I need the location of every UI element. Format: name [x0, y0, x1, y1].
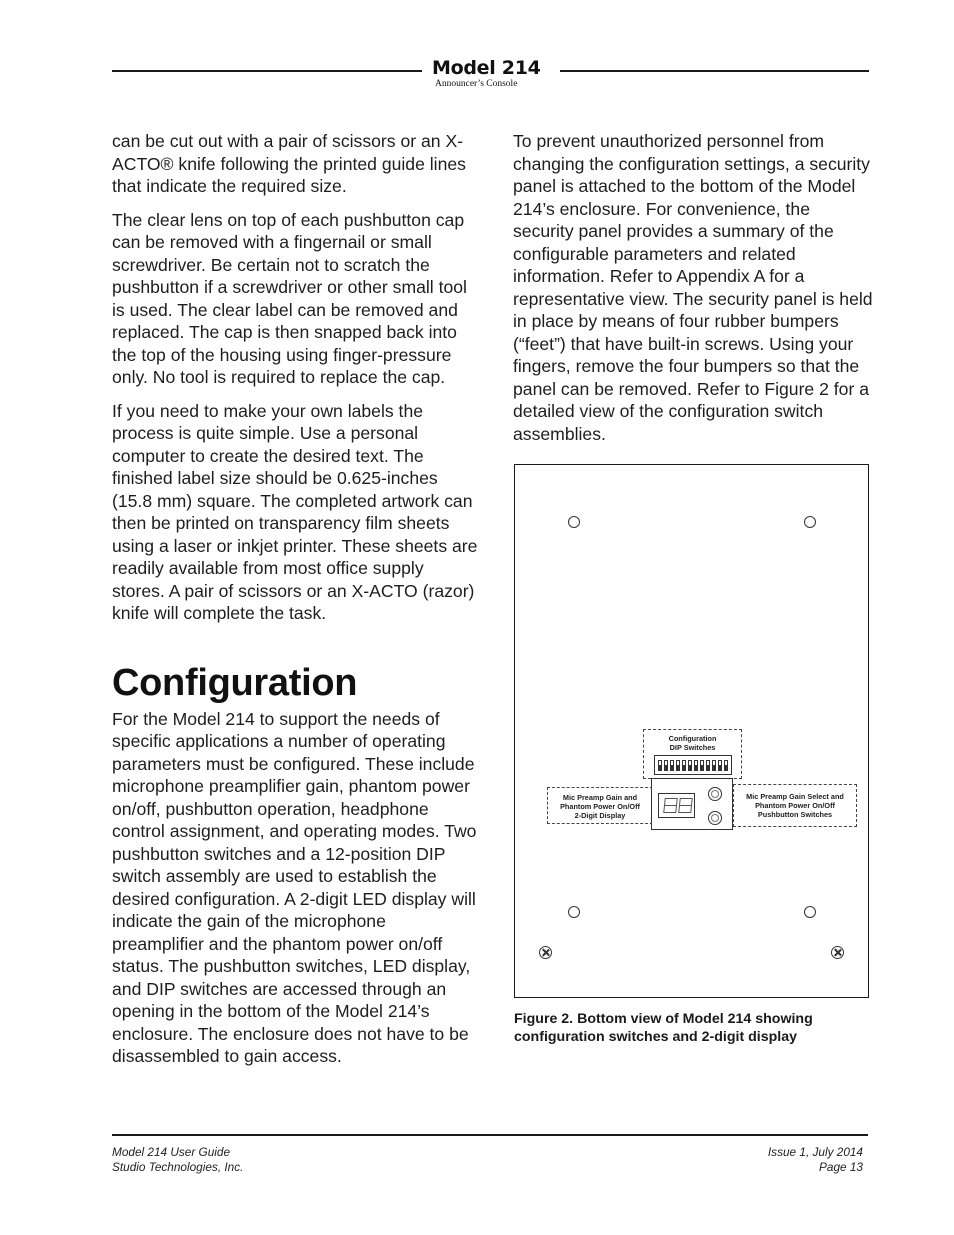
pushbutton-switch-upper-icon [708, 787, 722, 801]
left-column [112, 130, 480, 1079]
dip-switch [664, 760, 668, 771]
label-right-line-3: Pushbutton Switches [757, 810, 833, 819]
left-paragraph-2: The clear lens on top of each pushbutton cap can be removed with a fingernail or small screwdriver. Be certain not to scratch the pushbutton if a screwdriver or other small tool is used. The clear label can be removed and replaced. The cap is then snapped back into the top of the housing using finger-pressure only. No tool is required to replace the cap. [112, 209, 467, 387]
footer-right [768, 1145, 863, 1174]
bumper-screw-right-icon [831, 946, 844, 959]
dip-switch [706, 760, 710, 771]
led-digit-icon [663, 798, 678, 813]
dip-switch [712, 760, 716, 771]
led-display [658, 793, 695, 818]
header-rule-left [112, 70, 422, 72]
dip-switch [694, 760, 698, 771]
label-dip-line-2: DIP Switches [669, 743, 716, 752]
dip-switch [688, 760, 692, 771]
footer-page-number: Page 13 [819, 1159, 863, 1174]
figure-2-bottom-view [514, 464, 869, 998]
label-left-line-3: 2-Digit Display [574, 811, 626, 820]
mounting-hole-bottom-left [568, 906, 580, 918]
dip-switch-assembly [654, 755, 732, 775]
dip-switch [700, 760, 704, 771]
header-product: Model 214 [432, 57, 541, 79]
dip-switch [682, 760, 686, 771]
mounting-hole-bottom-right [804, 906, 816, 918]
header-brand [432, 57, 552, 89]
dip-switch [718, 760, 722, 771]
label-right-line-1: Mic Preamp Gain Select and [746, 792, 844, 801]
left-paragraph-3: If you need to make your own labels the process is quite simple. Use a personal computer to create the desired text. The finished label size should be 0.625-inches (15.8 mm) square. The completed artwork can then be printed on transparency film sheets using a laser or inkjet printer. These sheets are readily available from most office supply stores. A pair of scissors or an X-ACTO (razor) knife will complete the task. [112, 400, 478, 623]
footer-rule [112, 1134, 868, 1136]
footer-issue: Issue 1, July 2014 [767, 1145, 863, 1159]
right-column [513, 130, 875, 456]
label-left-line-2: Phantom Power On/Off [560, 802, 640, 811]
left-paragraph-1: can be cut out with a pair of scissors or an X-ACTO® knife following the printed guide lines that indicate the required size. [112, 131, 466, 196]
header-subtitle: Announcer’s Console [435, 79, 518, 89]
led-digit-icon [678, 798, 693, 813]
configuration-paragraph: For the Model 214 to support the needs of specific applications a number of operating parameters must be configured. These include microphone preamplifier gain, phantom power on/off, pushbutton operation, headphone control assignment, and operating modes. Two pushbutton switches and a 12-position DIP switch assembly are used to establish the desired configuration. A 2-digit LED display will indicate the gain of the microphone preamplifier and the phantom power on/off status. The pushbutton switches, LED display, and DIP switches are accessed through an opening in the bottom of the Model 214’s enclosure. The enclosure does not have to be disassembled to gain access. [112, 708, 477, 1066]
footer-guide-title: Model 214 User Guide [112, 1145, 231, 1159]
label-2-digit-display [547, 787, 653, 824]
figure-caption: Figure 2. Bottom view of Model 214 showing configuration switches and 2-digit display [514, 1011, 813, 1045]
label-right-line-2: Phantom Power On/Off [755, 801, 835, 810]
dip-switch [670, 760, 674, 771]
label-left-line-1: Mic Preamp Gain and [562, 793, 638, 802]
mounting-hole-top-right [804, 516, 816, 528]
dip-switch [676, 760, 680, 771]
label-dip-line-1: Configuration [668, 734, 717, 743]
footer-left [112, 1145, 243, 1174]
right-paragraph-1: To prevent unauthorized personnel from changing the configuration settings, a security panel is attached to the bottom of the Model 214’s enclosure. For convenience, the security panel provides a summary of the configurable parameters and related information. Refer to Appendix A for a representative view. The security panel is held in place by means of four rubber bumpers (“feet”) that have built-in screws. Using your fingers, remove the four bumpers so that the panel can be removed. Refer to Figure 2 for a detailed view of the configuration switch assemblies. [513, 131, 873, 444]
pushbutton-switch-lower-icon [708, 811, 722, 825]
dip-switch [724, 760, 728, 771]
section-title-configuration: Configuration [112, 661, 358, 704]
label-pushbutton-switches [733, 784, 857, 827]
header-rule-right [560, 70, 869, 72]
mounting-hole-top-left [568, 516, 580, 528]
dip-switch [658, 760, 662, 771]
footer-company: Studio Technologies, Inc. [112, 1159, 244, 1174]
bumper-screw-left-icon [539, 946, 552, 959]
